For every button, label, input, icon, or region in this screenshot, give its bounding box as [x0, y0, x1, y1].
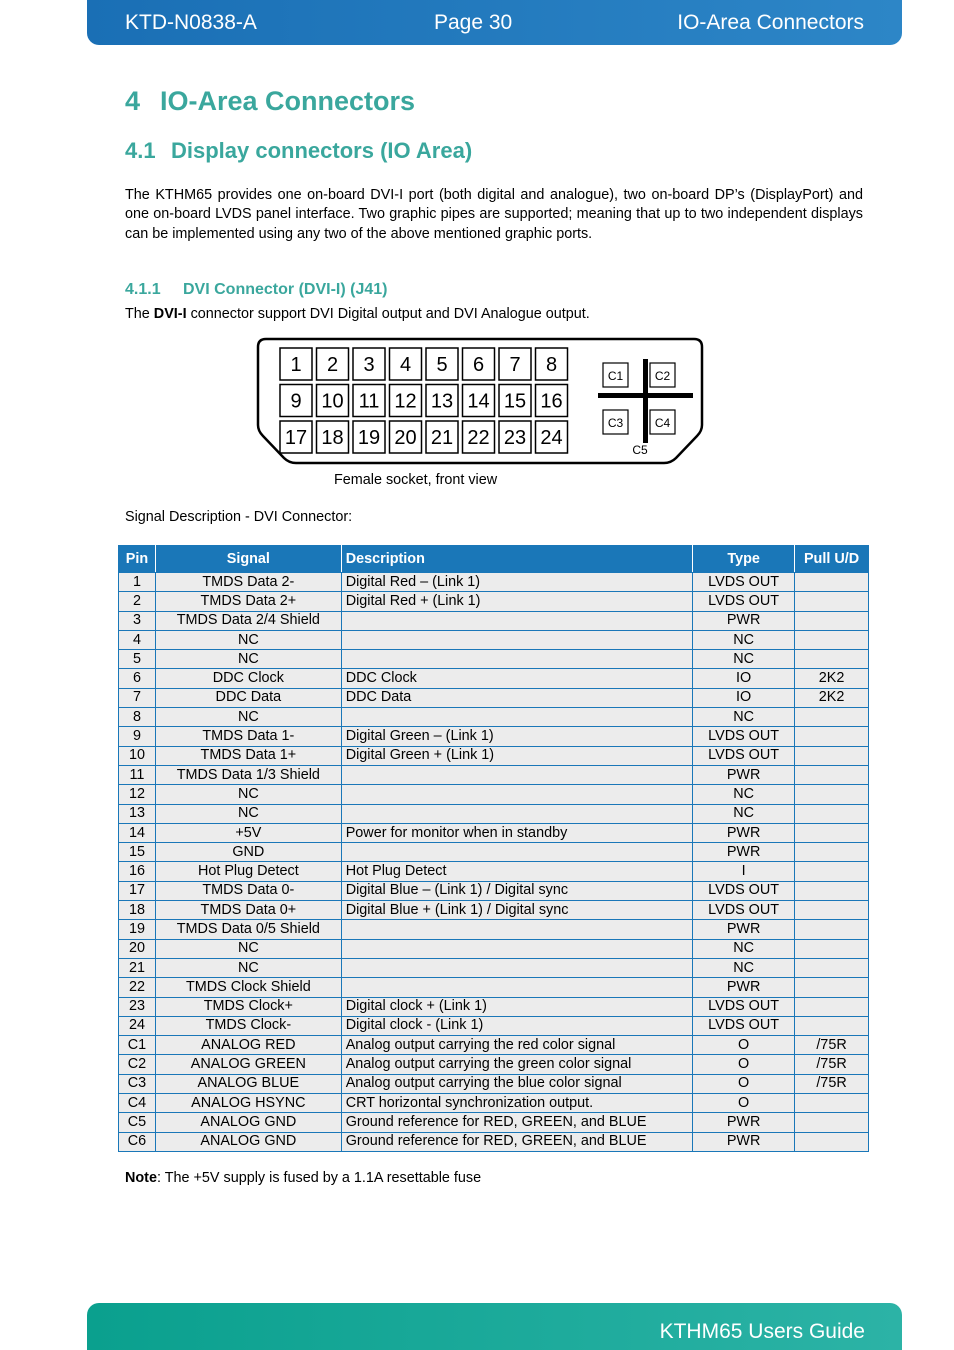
cell-pin: 6: [119, 669, 156, 688]
pin-label: 23: [503, 427, 527, 449]
cell-pin: 1: [119, 573, 156, 592]
cell-description: Analog output carrying the red color signal: [341, 1036, 692, 1055]
cell-pull: [795, 746, 869, 765]
cell-pin: 23: [119, 997, 156, 1016]
cell-description: Ground reference for RED, GREEN, and BLUE: [341, 1113, 692, 1132]
cell-pull: [795, 727, 869, 746]
cell-description: DDC Clock: [341, 669, 692, 688]
table-row: [119, 823, 869, 842]
cell-type: O: [693, 1094, 795, 1113]
cell-signal: ANALOG HSYNC: [155, 1094, 341, 1113]
cell-pull: /75R: [795, 1036, 869, 1055]
cell-type: PWR: [693, 1113, 795, 1132]
cell-pull: 2K2: [795, 669, 869, 688]
table-row: [119, 978, 869, 997]
note-text: [125, 1170, 481, 1186]
cell-pin: 18: [119, 901, 156, 920]
dvi-intro-bold: DVI-I: [153, 306, 187, 322]
cell-description: Digital Red + (Link 1): [341, 592, 692, 611]
cell-signal: GND: [155, 843, 341, 862]
cell-description: CRT horizontal synchronization output.: [341, 1094, 692, 1113]
cell-description: Analog output carrying the blue color signal: [341, 1074, 692, 1093]
cell-pull: [795, 978, 869, 997]
cell-description: Digital Red – (Link 1): [341, 573, 692, 592]
table-row: [119, 901, 869, 920]
col-header-type: Type: [693, 546, 795, 573]
page-footer: [87, 1303, 902, 1350]
table-row: [119, 1074, 869, 1093]
cell-type: IO: [693, 669, 795, 688]
section-title: IO-Area Connectors: [160, 86, 416, 116]
cell-description: [341, 630, 692, 649]
cell-pin: 2: [119, 592, 156, 611]
pin-label: 6: [472, 354, 485, 376]
cell-type: LVDS OUT: [693, 592, 795, 611]
cell-pin: 4: [119, 630, 156, 649]
cell-signal: NC: [155, 958, 341, 977]
table-row: [119, 1055, 869, 1074]
cell-type: LVDS OUT: [693, 997, 795, 1016]
cell-pull: [795, 804, 869, 823]
pin-label: 5: [436, 354, 448, 376]
cell-description: [341, 920, 692, 939]
table-row: [119, 997, 869, 1016]
cell-pin: 22: [119, 978, 156, 997]
pin-label: 9: [290, 390, 302, 413]
table-row: [119, 958, 869, 977]
pin-label: 14: [467, 390, 490, 413]
cell-type: LVDS OUT: [693, 1016, 795, 1035]
subsection-heading: [125, 138, 472, 164]
pin-label: 4: [399, 354, 412, 376]
table-row: [119, 1094, 869, 1113]
analog-pin-c2: C2: [654, 369, 671, 383]
subsubsection-heading: [125, 281, 387, 299]
cell-signal: TMDS Clock Shield: [155, 978, 341, 997]
cell-pull: [795, 573, 869, 592]
subsection-title: Display connectors (IO Area): [171, 138, 473, 163]
cell-description: Digital Green + (Link 1): [341, 746, 692, 765]
dvi-connector-diagram: [256, 337, 704, 465]
cell-pull: [795, 650, 869, 669]
cell-signal: TMDS Data 2-: [155, 573, 341, 592]
pin-label: 13: [430, 390, 454, 413]
cell-signal: DDC Data: [155, 688, 341, 707]
table-row: [119, 765, 869, 784]
pin-label: 16: [540, 390, 563, 413]
signal-description-label: Signal Description - DVI Connector:: [125, 509, 353, 525]
cell-description: Hot Plug Detect: [341, 862, 692, 881]
cell-signal: TMDS Data 1+: [155, 746, 341, 765]
pin-label: 24: [540, 427, 563, 449]
dvi-signal-table: [118, 545, 869, 1152]
cell-pull: [795, 862, 869, 881]
cell-pin: C4: [119, 1094, 156, 1113]
cell-type: NC: [693, 708, 795, 727]
table-row: [119, 1132, 869, 1151]
table-row: [119, 746, 869, 765]
cell-pin: 12: [119, 785, 156, 804]
cell-signal: NC: [155, 804, 341, 823]
pin-label: 7: [509, 354, 521, 376]
cell-type: O: [693, 1036, 795, 1055]
analog-pin-c4: C4: [654, 416, 671, 430]
cell-description: [341, 708, 692, 727]
cell-pin: 15: [119, 843, 156, 862]
cell-pin: C2: [119, 1055, 156, 1074]
col-header-signal: Signal: [155, 546, 341, 573]
analog-pin-c1: C1: [607, 369, 624, 383]
pin-label: 17: [284, 427, 308, 449]
pin-label: 3: [363, 354, 375, 376]
cell-signal: Hot Plug Detect: [155, 862, 341, 881]
dvi-intro-text: [125, 306, 590, 322]
cell-description: Power for monitor when in standby: [341, 823, 692, 842]
connector-caption: Female socket, front view: [334, 472, 498, 488]
cell-pin: 3: [119, 611, 156, 630]
cell-pull: /75R: [795, 1055, 869, 1074]
col-header-description: Description: [341, 546, 692, 573]
cell-type: PWR: [693, 1132, 795, 1151]
cell-signal: ANALOG BLUE: [155, 1074, 341, 1093]
cell-signal: TMDS Data 2+: [155, 592, 341, 611]
cell-description: [341, 611, 692, 630]
cell-pin: C3: [119, 1074, 156, 1093]
cell-type: PWR: [693, 765, 795, 784]
cell-pin: 24: [119, 1016, 156, 1035]
cell-signal: TMDS Clock-: [155, 1016, 341, 1035]
cell-signal: NC: [155, 939, 341, 958]
cell-pull: [795, 765, 869, 784]
cell-description: [341, 958, 692, 977]
cell-signal: +5V: [155, 823, 341, 842]
cell-description: Analog output carrying the green color signal: [341, 1055, 692, 1074]
cell-type: LVDS OUT: [693, 746, 795, 765]
note-label: Note: [125, 1170, 157, 1186]
cell-pin: C5: [119, 1113, 156, 1132]
pin-label: 12: [394, 390, 417, 413]
cell-type: PWR: [693, 611, 795, 630]
subsection-number: 4.1: [125, 138, 156, 163]
cell-pull: [795, 1113, 869, 1132]
cell-description: [341, 843, 692, 862]
cell-type: O: [693, 1074, 795, 1093]
cell-pull: [795, 823, 869, 842]
cross-horizontal-bar: [598, 393, 693, 398]
table-row: [119, 843, 869, 862]
cell-pull: [795, 708, 869, 727]
cell-description: [341, 785, 692, 804]
table-row: [119, 1113, 869, 1132]
cell-type: LVDS OUT: [693, 727, 795, 746]
table-row: [119, 669, 869, 688]
cell-pin: C6: [119, 1132, 156, 1151]
cell-type: PWR: [693, 843, 795, 862]
cell-type: NC: [693, 958, 795, 977]
section-number: 4: [125, 86, 141, 116]
cell-pin: 9: [119, 727, 156, 746]
cell-pull: [795, 939, 869, 958]
cell-description: [341, 765, 692, 784]
cell-pull: [795, 958, 869, 977]
cell-type: PWR: [693, 823, 795, 842]
cell-pin: 7: [119, 688, 156, 707]
cell-signal: ANALOG GREEN: [155, 1055, 341, 1074]
table-row: [119, 920, 869, 939]
pin-label: 18: [321, 427, 344, 449]
pin-label: 2: [326, 354, 339, 376]
table-row: [119, 630, 869, 649]
cell-pin: 19: [119, 920, 156, 939]
cell-pin: 10: [119, 746, 156, 765]
pin-label: 11: [358, 390, 380, 413]
subsubsection-number: 4.1.1: [125, 281, 161, 298]
cell-description: Digital Green – (Link 1): [341, 727, 692, 746]
table-row: [119, 611, 869, 630]
cell-pull: [795, 1132, 869, 1151]
cell-signal: NC: [155, 630, 341, 649]
cell-signal: ANALOG GND: [155, 1132, 341, 1151]
cell-pull: /75R: [795, 1074, 869, 1093]
table-row: [119, 1016, 869, 1035]
dvi-intro-suffix: connector support DVI Digital output and DVI Analogue output.: [186, 306, 590, 322]
table-row: [119, 650, 869, 669]
cell-type: NC: [693, 785, 795, 804]
table-row: [119, 862, 869, 881]
pin-label: 15: [503, 390, 527, 413]
cell-pull: [795, 881, 869, 900]
cell-signal: TMDS Data 0+: [155, 901, 341, 920]
table-row: [119, 573, 869, 592]
cell-type: NC: [693, 804, 795, 823]
footer-guide-title: KTHM65 Users Guide: [659, 1320, 865, 1343]
pin-label: 21: [430, 427, 454, 449]
cell-description: Digital clock + (Link 1): [341, 997, 692, 1016]
cell-type: IO: [693, 688, 795, 707]
table-header-row: [119, 546, 869, 573]
cell-description: [341, 804, 692, 823]
cell-signal: NC: [155, 708, 341, 727]
cell-signal: TMDS Data 1-: [155, 727, 341, 746]
cell-signal: TMDS Clock+: [155, 997, 341, 1016]
cell-signal: NC: [155, 785, 341, 804]
pin-label: 20: [394, 427, 417, 449]
cell-pin: 13: [119, 804, 156, 823]
document-id: KTD-N0838-A: [125, 11, 257, 34]
cell-pin: 21: [119, 958, 156, 977]
analog-pin-c5: C5: [632, 443, 648, 457]
cell-description: DDC Data: [341, 688, 692, 707]
cell-description: [341, 978, 692, 997]
cell-description: Digital clock - (Link 1): [341, 1016, 692, 1035]
page-number: Page 30: [434, 11, 513, 34]
cell-pin: 5: [119, 650, 156, 669]
cell-pull: [795, 1016, 869, 1035]
cell-signal: ANALOG GND: [155, 1113, 341, 1132]
cross-vertical-bar: [643, 359, 648, 443]
cell-pin: 14: [119, 823, 156, 842]
table-body: [119, 573, 869, 1152]
cell-type: LVDS OUT: [693, 573, 795, 592]
note-body: : The +5V supply is fused by a 1.1A resettable fuse: [156, 1170, 482, 1186]
col-header-pull: Pull U/D: [795, 546, 869, 573]
table-row: [119, 804, 869, 823]
cell-pull: [795, 901, 869, 920]
cell-pull: [795, 843, 869, 862]
cell-type: PWR: [693, 978, 795, 997]
cell-type: I: [693, 862, 795, 881]
cell-signal: DDC Clock: [155, 669, 341, 688]
pin-label: 8: [545, 354, 558, 376]
cell-type: NC: [693, 939, 795, 958]
cell-pull: 2K2: [795, 688, 869, 707]
intro-paragraph: The KTHM65 provides one on-board DVI-I port (both digital and analogue), two on-board DP’s (DisplayPort) and one on-board LVDS panel interface. Two graphic pipes are supported; meaning that up to two independent displays can be implemented using any two of the above mentioned graphic ports.: [125, 187, 863, 242]
table-row: [119, 939, 869, 958]
cell-description: Digital Blue – (Link 1) / Digital sync: [341, 881, 692, 900]
cell-description: [341, 650, 692, 669]
cell-signal: ANALOG RED: [155, 1036, 341, 1055]
cell-type: NC: [693, 650, 795, 669]
cell-pin: 17: [119, 881, 156, 900]
table-row: [119, 881, 869, 900]
table-row: [119, 727, 869, 746]
page-header: [87, 0, 902, 45]
header-chapter-title: IO-Area Connectors: [677, 11, 864, 34]
cell-description: Ground reference for RED, GREEN, and BLUE: [341, 1132, 692, 1151]
pin-label: 10: [321, 390, 344, 413]
cell-type: LVDS OUT: [693, 901, 795, 920]
table-row: [119, 1036, 869, 1055]
cell-pull: [795, 1094, 869, 1113]
table-row: [119, 688, 869, 707]
cell-pin: 16: [119, 862, 156, 881]
cell-pin: 20: [119, 939, 156, 958]
analog-pin-c3: C3: [607, 416, 624, 430]
col-header-pin: Pin: [119, 546, 156, 573]
cell-pull: [795, 611, 869, 630]
table-row: [119, 592, 869, 611]
table-row: [119, 785, 869, 804]
cell-pull: [795, 997, 869, 1016]
cell-pin: C1: [119, 1036, 156, 1055]
cell-pull: [795, 592, 869, 611]
cell-signal: TMDS Data 2/4 Shield: [155, 611, 341, 630]
cell-description: [341, 939, 692, 958]
cell-description: Digital Blue + (Link 1) / Digital sync: [341, 901, 692, 920]
cell-type: PWR: [693, 920, 795, 939]
cell-pull: [795, 785, 869, 804]
cell-signal: NC: [155, 650, 341, 669]
pin-label: 1: [290, 354, 302, 376]
pin-label: 19: [357, 427, 381, 449]
cell-pull: [795, 920, 869, 939]
subsubsection-title: DVI Connector (DVI-I) (J41): [183, 281, 388, 298]
cell-signal: TMDS Data 0-: [155, 881, 341, 900]
pin-label: 22: [467, 427, 490, 449]
cell-pin: 11: [119, 765, 156, 784]
cell-type: NC: [693, 630, 795, 649]
cell-signal: TMDS Data 1/3 Shield: [155, 765, 341, 784]
cell-pin: 8: [119, 708, 156, 727]
dvi-intro-prefix: The: [125, 306, 154, 322]
cell-pull: [795, 630, 869, 649]
cell-signal: TMDS Data 0/5 Shield: [155, 920, 341, 939]
cell-type: LVDS OUT: [693, 881, 795, 900]
table-row: [119, 708, 869, 727]
section-heading: [125, 86, 415, 117]
cell-type: O: [693, 1055, 795, 1074]
